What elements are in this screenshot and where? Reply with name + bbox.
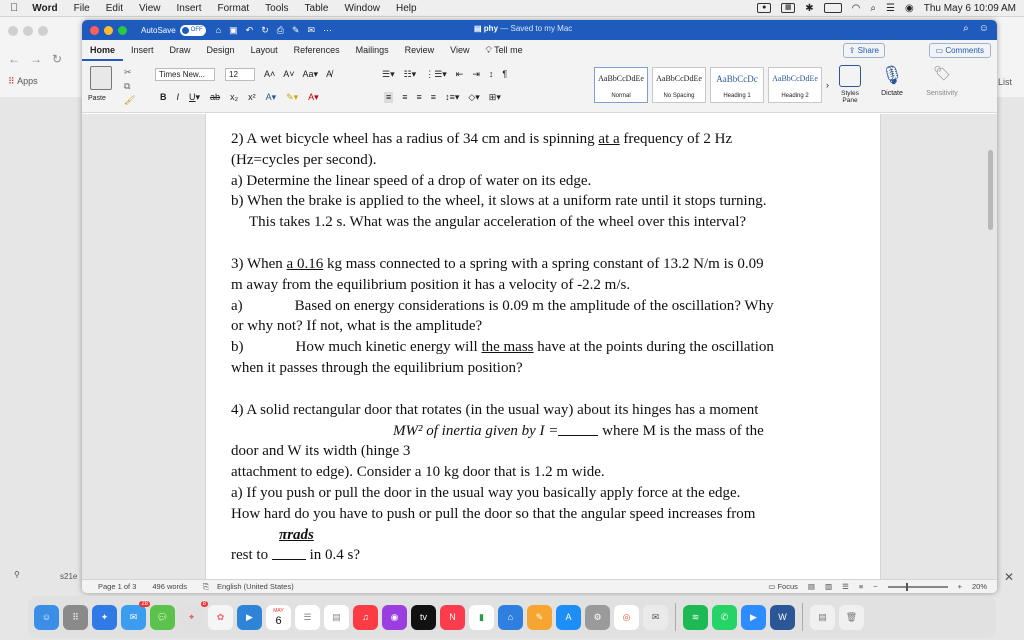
zoom-window-button[interactable] bbox=[118, 26, 127, 35]
format-painter-icon[interactable]: ✎ bbox=[291, 24, 300, 35]
document-name: phy bbox=[483, 24, 499, 33]
q3-line-1: 3) When a 0.16 kg mass connected to a spring with a spring constant of 13.2 N/m is 0.09 bbox=[231, 255, 764, 272]
tab-mailings[interactable]: Mailings bbox=[355, 45, 389, 55]
wifi-icon[interactable]: ◠ bbox=[851, 2, 861, 14]
menu-app-word[interactable]: Word bbox=[24, 2, 50, 14]
ribbon-home bbox=[82, 61, 997, 113]
forward-arrow-icon[interactable]: → bbox=[30, 52, 42, 66]
mac-menubar bbox=[0, 0, 1024, 17]
align-left-icon[interactable]: ≡ bbox=[386, 92, 392, 102]
q4-line-2: MW² of inertia given by I = where M is the mass of the bbox=[393, 422, 764, 439]
status-bar bbox=[82, 579, 997, 593]
background-window-controls bbox=[8, 26, 48, 36]
sensitivity-button[interactable]: 🏷︎ Sensitivity bbox=[922, 65, 962, 97]
line-spacing-icon[interactable]: ↕≡▾ bbox=[445, 92, 460, 102]
chrome-icon[interactable]: ◎ bbox=[614, 605, 639, 630]
mail-icon[interactable]: ✉ bbox=[307, 24, 316, 35]
q4-line-3: door and W its width (hinge 3 bbox=[231, 443, 411, 460]
mail-icon[interactable]: ✉ 28 bbox=[121, 605, 146, 630]
align-center-icon[interactable]: ≡ bbox=[402, 92, 408, 102]
q4-line-8: rest to in 0.4 s? bbox=[231, 547, 360, 564]
menu-table[interactable]: Table bbox=[296, 2, 321, 14]
facetime-icon[interactable]: ▶ bbox=[237, 605, 262, 630]
multilevel-list-icon[interactable]: ⋮☰▾ bbox=[425, 69, 447, 79]
decrease-indent-icon[interactable]: ⇤ bbox=[455, 69, 464, 79]
q2-line-1: 2) A wet bicycle wheel has a radius of 34 cm and is spinning at a frequency of 2 Hz bbox=[231, 131, 733, 147]
tab-view[interactable]: View bbox=[450, 45, 470, 55]
align-right-icon[interactable]: ≡ bbox=[416, 92, 422, 102]
sensitivity-icon: 🏷︎ bbox=[933, 65, 951, 81]
lightbulb-icon: 💡︎ bbox=[485, 45, 492, 55]
menu-file[interactable]: File bbox=[65, 2, 82, 14]
document-icon: ▤ bbox=[474, 24, 482, 33]
sort-icon[interactable]: ↕ bbox=[488, 69, 494, 79]
autosave-switch[interactable]: OFF bbox=[180, 25, 206, 36]
dock-separator-2 bbox=[802, 603, 803, 631]
font-size-dropdown[interactable]: 12 bbox=[225, 68, 255, 81]
mail-badge: 28 bbox=[141, 600, 148, 607]
tab-draw[interactable]: Draw bbox=[169, 45, 191, 55]
styles-more-chevron-icon[interactable]: › bbox=[826, 80, 829, 90]
focus-icon: ▭ bbox=[768, 582, 776, 591]
autosave-label: AutoSave bbox=[141, 25, 176, 35]
vertical-scrollbar[interactable] bbox=[988, 150, 993, 230]
change-case-icon[interactable]: Aa▾ bbox=[302, 69, 319, 79]
share-button[interactable]: ⇪ Share bbox=[843, 43, 885, 58]
q4-line-6: How hard do you have to push or pull the door so that the angular speed increases from bbox=[231, 505, 756, 522]
home-icon[interactable]: ⌂ bbox=[215, 24, 222, 35]
more-icon[interactable]: ⋯ bbox=[323, 24, 333, 35]
dock-separator bbox=[675, 603, 676, 631]
menu-edit[interactable]: Edit bbox=[97, 2, 115, 14]
preview-icon[interactable]: ✉ bbox=[643, 605, 668, 630]
photos-icon[interactable]: ✿ bbox=[208, 605, 233, 630]
quick-access-toolbar bbox=[216, 25, 332, 36]
justify-icon[interactable]: ≡ bbox=[430, 92, 437, 102]
styles-gallery bbox=[594, 67, 829, 103]
highlight-icon[interactable]: ✎▾ bbox=[286, 92, 299, 102]
document-page[interactable] bbox=[205, 114, 881, 579]
smiley-feedback-icon[interactable]: ☺ bbox=[978, 23, 989, 34]
style-heading-1[interactable]: AaBbCcDc Heading 1 bbox=[710, 67, 764, 103]
word-count[interactable]: 496 words bbox=[152, 582, 187, 591]
menu-view[interactable]: View bbox=[130, 2, 153, 14]
close-window-button[interactable] bbox=[90, 26, 99, 35]
q4-blank-speed bbox=[272, 547, 306, 560]
menu-tools[interactable]: Tools bbox=[256, 2, 281, 14]
tab-insert[interactable]: Insert bbox=[131, 45, 154, 55]
background-left-panel bbox=[0, 560, 82, 590]
grow-font-icon[interactable]: A˄ bbox=[264, 69, 276, 79]
news-icon[interactable]: N bbox=[440, 605, 465, 630]
cut-icon[interactable]: ✂ bbox=[124, 67, 132, 77]
zoom-out-icon[interactable]: − bbox=[873, 582, 878, 591]
increase-indent-icon[interactable]: ⇥ bbox=[472, 69, 480, 79]
ribbon-tabs bbox=[82, 40, 997, 61]
tab-layout[interactable]: Layout bbox=[250, 45, 278, 55]
bold-icon[interactable]: B bbox=[160, 92, 167, 102]
clear-format-icon[interactable]: A̸ bbox=[326, 69, 333, 79]
proofing-icon[interactable]: ⎘ bbox=[202, 581, 209, 591]
language-indicator[interactable]: English (United States) bbox=[216, 582, 294, 591]
photos-badge: 8 bbox=[202, 600, 206, 607]
notes-icon[interactable]: ▤ bbox=[324, 605, 349, 630]
superscript-icon[interactable]: x² bbox=[248, 92, 256, 102]
system-preferences-icon[interactable]: ⚙ bbox=[585, 605, 610, 630]
background-close-icon[interactable]: ✕ bbox=[1004, 570, 1015, 584]
mac-dock bbox=[28, 596, 996, 638]
shading-icon[interactable]: ◇▾ bbox=[468, 92, 480, 102]
autosave-toggle[interactable] bbox=[141, 25, 206, 36]
font-name-dropdown[interactable]: Times New... bbox=[155, 68, 215, 81]
menu-window[interactable]: Window bbox=[336, 2, 372, 14]
share-icon: ⇪ bbox=[848, 46, 856, 55]
calendar-status-icon[interactable]: ▦ bbox=[781, 3, 795, 13]
apple-tv-icon[interactable]: tv bbox=[411, 605, 436, 630]
style-heading-2[interactable]: AaBbCcDdEe Heading 2 bbox=[768, 67, 822, 103]
print-layout-view-icon[interactable]: ▤ bbox=[807, 582, 815, 591]
zoom-icon[interactable]: ▶ bbox=[741, 605, 766, 630]
page-count[interactable]: Page 1 of 3 bbox=[98, 582, 137, 591]
redo-icon[interactable]: ↻ bbox=[261, 24, 269, 35]
control-center-icon[interactable]: ☰ bbox=[886, 2, 895, 14]
comment-icon: ▭ bbox=[935, 46, 944, 55]
copy-icon[interactable]: ⧉ bbox=[124, 81, 131, 91]
document-body[interactable] bbox=[231, 129, 861, 566]
format-painter-brush-icon[interactable]: 🖌︎ bbox=[124, 95, 136, 105]
background-list-bookmark[interactable]: List bbox=[998, 77, 1013, 87]
zoom-slider[interactable] bbox=[888, 586, 948, 588]
tab-design[interactable]: Design bbox=[206, 45, 235, 55]
q2-line-2: (Hz=cycles per second). bbox=[231, 151, 377, 168]
q4-line-1: 4) A solid rectangular door that rotates (in the usual way) about its hinges has a moment bbox=[231, 401, 759, 418]
zoom-level[interactable]: 20% bbox=[971, 582, 987, 591]
shrink-font-icon[interactable]: A˅ bbox=[283, 69, 295, 79]
comments-button[interactable]: ▭ Comments bbox=[929, 43, 991, 58]
save-icon[interactable]: ▣ bbox=[229, 24, 238, 35]
subscript-icon[interactable]: x₂ bbox=[230, 92, 239, 102]
q4-line-7: πrads bbox=[279, 526, 314, 543]
q4-line-5: a) If you push or pull the door in the usual way you basically apply force at the edge. bbox=[231, 484, 741, 501]
styles-pane-icon bbox=[839, 65, 861, 87]
keynote-icon[interactable]: ⌂ bbox=[498, 605, 523, 630]
reload-icon[interactable]: ↻ bbox=[52, 52, 63, 66]
whatsapp-icon[interactable]: ✆ bbox=[712, 605, 737, 630]
focus-button[interactable]: ▭ Focus bbox=[768, 582, 798, 591]
q4-blank-inertia bbox=[558, 423, 598, 436]
word-window bbox=[82, 20, 997, 593]
outline-view-icon[interactable]: ☰ bbox=[842, 582, 849, 591]
downloads-stack-icon[interactable]: ▤ bbox=[810, 605, 835, 630]
tab-references[interactable]: References bbox=[293, 45, 340, 55]
q3-line-5: b) How much kinetic energy will the mass have at the points during the oscillation bbox=[231, 339, 774, 356]
microphone-icon: 🎙︎ bbox=[880, 65, 904, 85]
launchpad-icon[interactable]: ⠿ bbox=[63, 605, 88, 630]
calendar-icon[interactable]: MAY 6 bbox=[266, 605, 291, 630]
tab-home[interactable]: Home bbox=[82, 40, 123, 61]
word-icon[interactable]: W bbox=[770, 605, 795, 630]
music-icon[interactable]: ♫ bbox=[353, 605, 378, 630]
web-layout-view-icon[interactable]: ▥ bbox=[824, 582, 833, 591]
screen-record-icon[interactable]: ● bbox=[757, 3, 771, 13]
app-store-icon[interactable]: A bbox=[556, 605, 581, 630]
reminders-icon[interactable]: ☰ bbox=[295, 605, 320, 630]
messages-icon[interactable]: 💬︎ bbox=[150, 605, 175, 630]
pages-icon[interactable]: ✎ bbox=[527, 605, 552, 630]
style-normal[interactable]: AaBbCcDdEe Normal bbox=[594, 67, 648, 103]
q3-line-2: m away from the equilibrium position it has a velocity of -2.2 m/s. bbox=[231, 276, 631, 293]
maps-icon[interactable]: ⌖ 8 bbox=[179, 605, 204, 630]
spotify-icon[interactable]: ≋ bbox=[683, 605, 708, 630]
trash-icon[interactable]: 🗑︎ bbox=[839, 605, 864, 630]
zoom-in-icon[interactable]: + bbox=[957, 582, 962, 591]
podcasts-icon[interactable]: ◉ bbox=[382, 605, 407, 630]
document-title bbox=[474, 24, 572, 33]
finder-icon[interactable]: ☺ bbox=[34, 605, 59, 630]
undo-icon[interactable]: ↶ bbox=[245, 24, 254, 35]
q2-line-3: a) Determine the linear speed of a drop of water on its edge. bbox=[231, 172, 592, 189]
background-left-text: s21e bbox=[60, 572, 78, 581]
bluetooth-icon[interactable]: ✱ bbox=[805, 2, 814, 14]
word-titlebar bbox=[82, 20, 997, 40]
pilcrow-icon[interactable]: ¶ bbox=[502, 69, 508, 79]
apps-grid-icon: ⠿ bbox=[8, 76, 15, 86]
italic-icon[interactable]: I bbox=[176, 92, 180, 102]
text-effects-icon[interactable]: A▾ bbox=[265, 92, 277, 102]
apple-icon[interactable] bbox=[0, 2, 24, 14]
safari-icon[interactable]: ✦ bbox=[92, 605, 117, 630]
spotlight-search-icon[interactable]: ⌕ bbox=[870, 2, 877, 14]
q4-line-4: attachment to edge). Consider a 10 kg door that is 1.2 m wide. bbox=[231, 464, 605, 481]
saved-status[interactable]: — Saved to my Mac bbox=[500, 24, 573, 33]
menu-insert[interactable]: Insert bbox=[168, 2, 194, 14]
siri-icon[interactable]: ◉ bbox=[904, 2, 914, 14]
q3-line-3: a) Based on energy considerations is 0.09 m the amplitude of the oscillation? Why bbox=[231, 297, 774, 314]
numbering-icon[interactable]: ☷▾ bbox=[403, 69, 417, 79]
search-icon[interactable]: ⌕ bbox=[963, 23, 969, 34]
q2-line-4: b) When the brake is applied to the wheel, it slows at a uniform rate until it stops turning. bbox=[231, 193, 767, 210]
menubar-clock[interactable]: Thu May 6 10:09 AM bbox=[923, 2, 1016, 14]
paste-icon[interactable] bbox=[90, 66, 112, 90]
strikethrough-icon[interactable]: ab bbox=[210, 92, 221, 102]
battery-icon[interactable] bbox=[824, 3, 842, 13]
back-arrow-icon[interactable]: ← bbox=[8, 52, 20, 66]
background-apps-bookmark[interactable]: ⠿ Apps bbox=[8, 76, 38, 86]
minimize-window-button[interactable] bbox=[104, 26, 113, 35]
dictate-button[interactable]: 🎙︎ Dictate bbox=[877, 65, 907, 97]
style-no-spacing[interactable]: AaBbCcDdEe No Spacing bbox=[652, 67, 706, 103]
draft-view-icon[interactable]: ≡ bbox=[858, 582, 864, 591]
borders-icon[interactable]: ⊞▾ bbox=[488, 92, 501, 102]
underline-icon[interactable]: U▾ bbox=[189, 92, 201, 102]
q3-line-4: or why not? If not, what is the amplitude? bbox=[231, 318, 483, 335]
tab-review[interactable]: Review bbox=[404, 45, 435, 55]
background-pin-icon: ⚲ bbox=[14, 570, 20, 579]
bullets-icon[interactable]: ☰▾ bbox=[382, 69, 395, 79]
numbers-icon[interactable]: ▮ bbox=[469, 605, 494, 630]
font-color-icon[interactable]: A▾ bbox=[308, 92, 319, 102]
print-icon[interactable]: ⎙ bbox=[276, 24, 284, 35]
menu-help[interactable]: Help bbox=[387, 2, 409, 14]
menu-format[interactable]: Format bbox=[209, 2, 241, 14]
tell-me-search[interactable]: 💡︎ Tell me bbox=[485, 45, 523, 55]
background-nav-buttons bbox=[8, 52, 62, 66]
paste-button-label[interactable]: Paste bbox=[88, 95, 106, 102]
styles-pane-button[interactable]: Styles Pane bbox=[837, 65, 863, 104]
q3-line-6: when it passes through the equilibrium position? bbox=[231, 359, 523, 376]
q2-line-5: This takes 1.2 s. What was the angular acceleration of the wheel over this interval? bbox=[249, 214, 747, 231]
